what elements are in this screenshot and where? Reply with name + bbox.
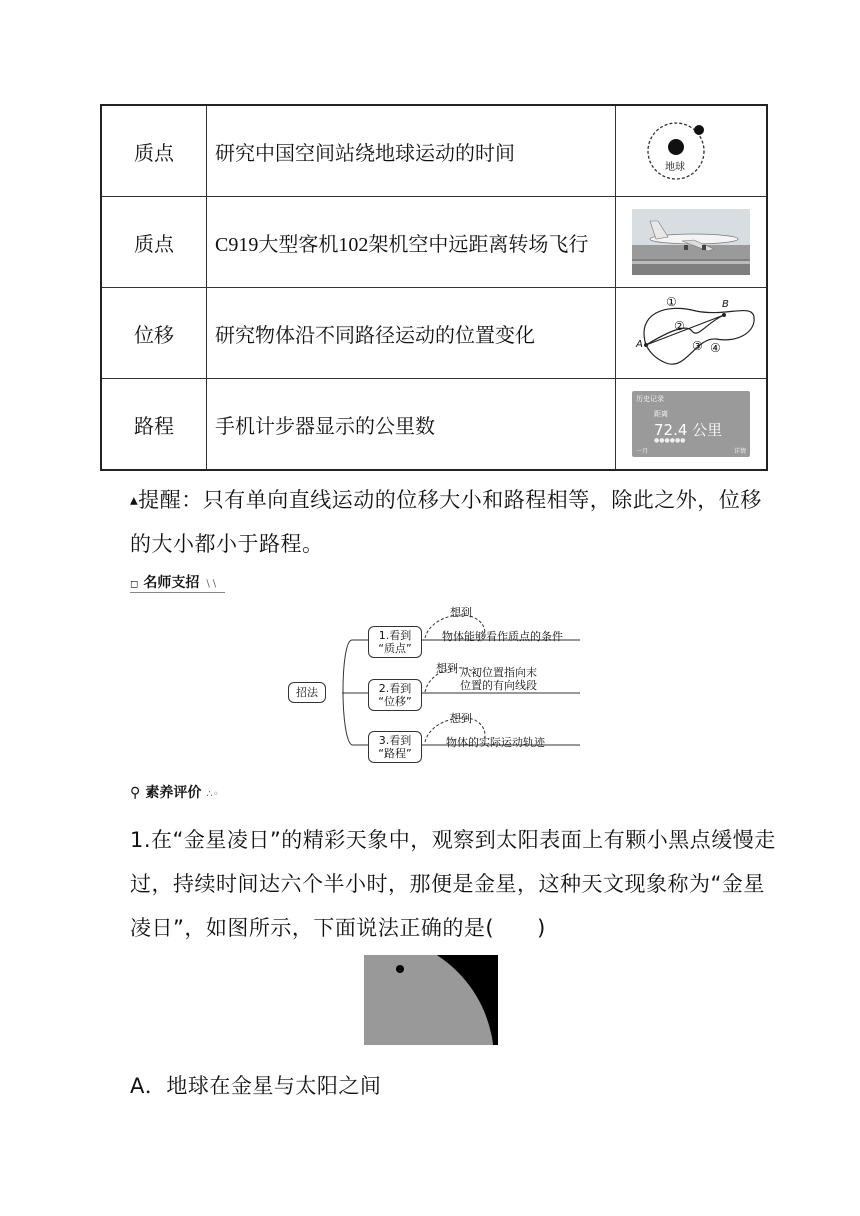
think-label-2: 想到	[436, 662, 458, 675]
path-label-2: ②	[674, 319, 685, 333]
image-cell	[616, 197, 768, 288]
mind-map-box-1: 1.看到 “质点”	[368, 626, 422, 658]
magnifier-icon: ⚲	[130, 785, 141, 801]
venus-dot	[396, 965, 404, 973]
pedometer-header: 历史记录	[636, 395, 664, 403]
reminder-line-2: 的大小都小于路程。	[130, 532, 324, 556]
mind-map-box-2: 2.看到 “位移”	[368, 679, 422, 711]
question-line-2: 过，持续时间达六个半小时，那便是金星，这种天文现象称为“金星	[130, 872, 765, 896]
table-row	[101, 105, 767, 197]
mind-map-root: 招法	[288, 682, 326, 703]
question-line-3: 凌日”，如图所示，下面说法正确的是( )	[130, 916, 546, 940]
result-3: 物体的实际运动轨迹	[446, 736, 545, 749]
description-cell: 手机计步器显示的公里数	[207, 379, 616, 471]
description-cell: C919大型客机102架机空中远距离转场飞行	[207, 197, 616, 288]
path-label-4: ④	[710, 341, 721, 355]
question-line-1: 1.在“金星凌日”的精彩天象中，观察到太阳表面上有颗小黑点缓慢走	[130, 828, 776, 852]
image-cell	[616, 105, 768, 197]
term-cell: 质点	[101, 105, 207, 197]
description-cell: 研究物体沿不同路径运动的位置变化	[207, 288, 616, 379]
table-row	[101, 197, 767, 288]
path-label-b: B	[722, 299, 729, 310]
result-2: 从初位置指向末 位置的有向线段	[460, 666, 537, 692]
image-cell	[616, 379, 768, 471]
slash-decoration-icon: ∖∖	[204, 579, 218, 590]
teacher-tip-label: 名师支招	[143, 575, 200, 591]
image-cell	[616, 288, 768, 379]
venus-transit-image	[364, 955, 498, 1045]
table-row	[101, 288, 767, 379]
triangle-icon: ▲	[130, 495, 139, 507]
orbit-diagram	[632, 118, 750, 184]
reminder-line-1: ▲提醒：只有单向直线运动的位移大小和路程相等，除此之外，位移	[130, 488, 762, 512]
evaluation-header	[130, 782, 219, 802]
evaluation-label: 素养评价	[145, 785, 202, 801]
result-1: 物体能够看作质点的条件	[442, 630, 563, 643]
teacher-tip-header	[130, 572, 225, 593]
path-label-3: ③	[692, 339, 703, 353]
term-cell: 路程	[101, 379, 207, 471]
pedometer-screen	[632, 391, 750, 457]
path-label-a: A	[636, 339, 643, 350]
term-cell: 质点	[101, 197, 207, 288]
description-cell: 研究中国空间站绕地球运动的时间	[207, 105, 616, 197]
airplane-photo	[632, 209, 750, 275]
earth-label: 地球	[665, 162, 685, 173]
table-row	[101, 379, 767, 471]
sun-disk	[364, 955, 494, 1045]
mind-map-box-3: 3.看到 “路程”	[368, 731, 422, 763]
option-a[interactable]: A．地球在金星与太阳之间	[130, 1074, 382, 1098]
pedometer-label: 距离	[654, 410, 668, 418]
concept-table	[100, 104, 768, 471]
tip-icon: ◻	[130, 579, 139, 590]
pedometer-dots: ●●●●●●	[654, 437, 686, 444]
think-label-1: 想到	[450, 606, 472, 619]
path-diagram	[626, 293, 756, 373]
pedometer-footer-right: 详情	[733, 448, 746, 455]
pedometer-value: 72.4 公里	[654, 421, 723, 439]
dots-decoration-icon: ∴◦	[206, 789, 219, 800]
pedometer-footer-left: 一月	[636, 448, 649, 455]
think-label-3: 想到	[450, 712, 472, 725]
mind-map	[280, 600, 600, 760]
term-cell: 位移	[101, 288, 207, 379]
path-label-1: ①	[666, 295, 677, 309]
